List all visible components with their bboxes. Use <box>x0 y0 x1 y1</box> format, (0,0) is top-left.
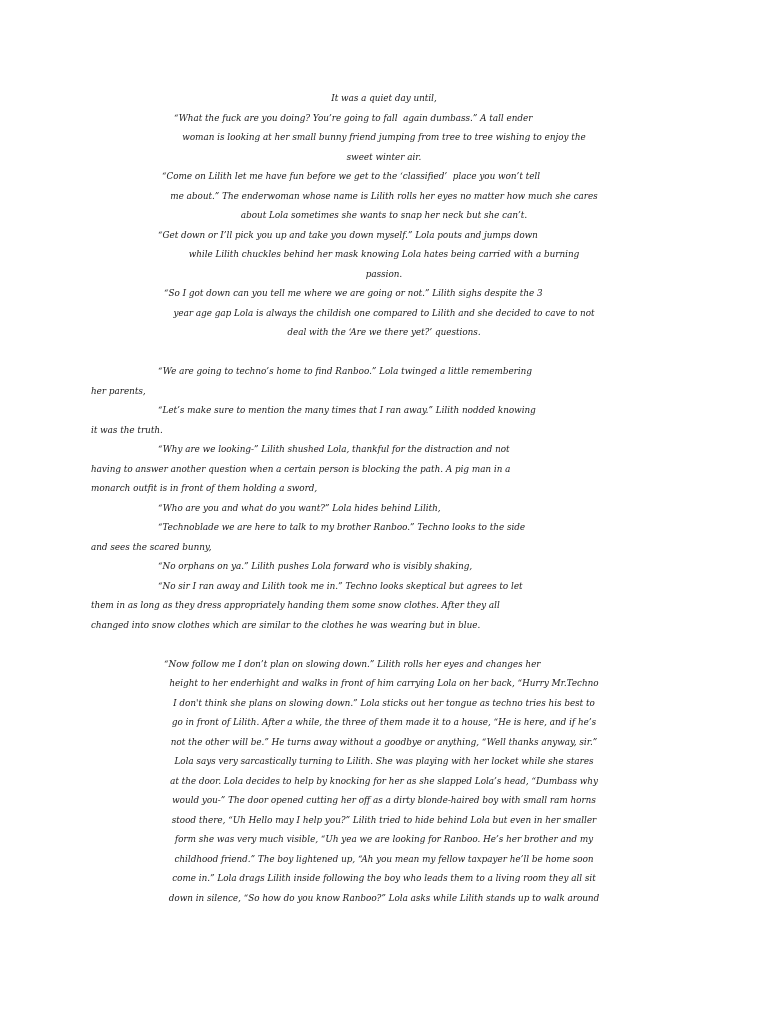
text-line: at the door. Lola decides to help by knocking for her as she slapped Lola’s head, “Dumbass why <box>170 776 598 787</box>
story-text <box>0 90 768 909</box>
text-line: passion. <box>365 269 403 280</box>
paragraph-gap <box>0 344 768 364</box>
text-line: It was a quiet day until, <box>331 94 437 104</box>
paragraph-gap <box>0 636 768 656</box>
text-line: deal with the ‘Are we there yet?’ questions. <box>287 328 481 338</box>
text-line: height to her enderhight and walks in front of him carrying Lola on her back, “Hurry Mr.Techno <box>169 679 599 689</box>
text-line: “Get down or I’ll pick you up and take you down myself.” Lola pouts and jumps down <box>158 230 538 241</box>
text-line: year age gap Lola is always the childish one compared to Lilith and she decided to cave to not <box>173 308 595 319</box>
text-line: “So I got down can you tell me where we are going or not.” Lilith sighs despite the 3 <box>164 289 543 299</box>
text-line: “No orphans on ya.” Lilith pushes Lola forward who is visibly shaking, <box>158 562 473 572</box>
text-line: form she was very much visible, “Uh yea we are looking for Ranboo. He’s her brother and my <box>174 835 594 845</box>
text-line: woman is looking at her small bunny friend jumping from tree to tree wishing to enjoy the <box>182 133 586 143</box>
text-line: Lola says very sarcastically turning to Lilith. She was playing with her locket while she stares <box>174 757 594 767</box>
text-line: go in front of Lilith. After a while, the three of them made it to a house, “He is here, and if he’s <box>171 718 597 728</box>
text-line: sweet winter air. <box>346 152 422 163</box>
text-line: having to answer another question when a certain person is blocking the path. A pig man in a <box>91 464 511 475</box>
text-line: “Let’s make sure to mention the many times that I ran away.” Lilith nodded knowing <box>158 406 536 416</box>
text-line: “Technoblade we are here to talk to my brother Ranboo.” Techno looks to the side <box>158 523 526 533</box>
text-line: stood there, “Uh Hello may I help you?” Lilith tried to hide behind Lola but even in her smaller <box>171 815 597 826</box>
text-line: me about.” The enderwoman whose name is Lilith rolls her eyes no matter how much she cares <box>170 191 598 202</box>
text-line: monarch outfit is in front of them holding a sword, <box>91 484 318 494</box>
text-line: “Now follow me I don’t plan on slowing down.” Lilith rolls her eyes and changes her <box>164 659 541 670</box>
text-line: “Come on Lilith let me have fun before we get to the ‘classified’ place you won’t tell <box>162 172 541 182</box>
text-line: I don't think she plans on slowing down.” Lola sticks out her tongue as techno tries his best to <box>173 698 595 709</box>
text-line: “We are going to techno’s home to find Ranboo.” Lola twinged a little remembering <box>158 367 532 377</box>
text-line: “No sir I ran away and Lilith took me in.” Techno looks skeptical but agrees to let <box>158 581 523 592</box>
text-line: her parents, <box>91 386 146 397</box>
text-line: it was the truth. <box>91 425 163 436</box>
text-line: come in.” Lola drags Lilith inside following the boy who leads them to a living room they all sit <box>172 874 596 884</box>
text-line: would you-” The door opened cutting her off as a dirty blonde-haired boy with small ram horns <box>172 796 596 806</box>
text-line: “Who are you and what do you want?” Lola hides behind Lilith, <box>158 503 441 514</box>
text-line: childhood friend.” The boy lightened up, “Ah you mean my fellow taxpayer he’ll be home soon <box>174 854 594 865</box>
text-line: “Why are we looking-” Lilith shushed Lola, thankful for the distraction and not <box>158 445 510 455</box>
text-line: not the other will be.” He turns away without a goodbye or anything, “Well thanks anyway, sir.” <box>170 737 598 748</box>
text-line: about Lola sometimes she wants to snap her neck but she can’t. <box>240 211 528 221</box>
text-line: down in silence, “So how do you know Ranboo?” Lola asks while Lilith stands up to walk around <box>168 893 600 904</box>
text-line: “What the fuck are you doing? You’re going to fall again dumbass.” A tall ender <box>174 113 533 124</box>
text-line: them in as long as they dress appropriately handing them some snow clothes. After they all <box>91 601 500 611</box>
text-line: and sees the scared bunny, <box>91 542 212 553</box>
text-line: changed into snow clothes which are similar to the clothes he was wearing but in blue. <box>91 620 481 631</box>
text-line: while Lilith chuckles behind her mask knowing Lola hates being carried with a burning <box>188 250 580 260</box>
